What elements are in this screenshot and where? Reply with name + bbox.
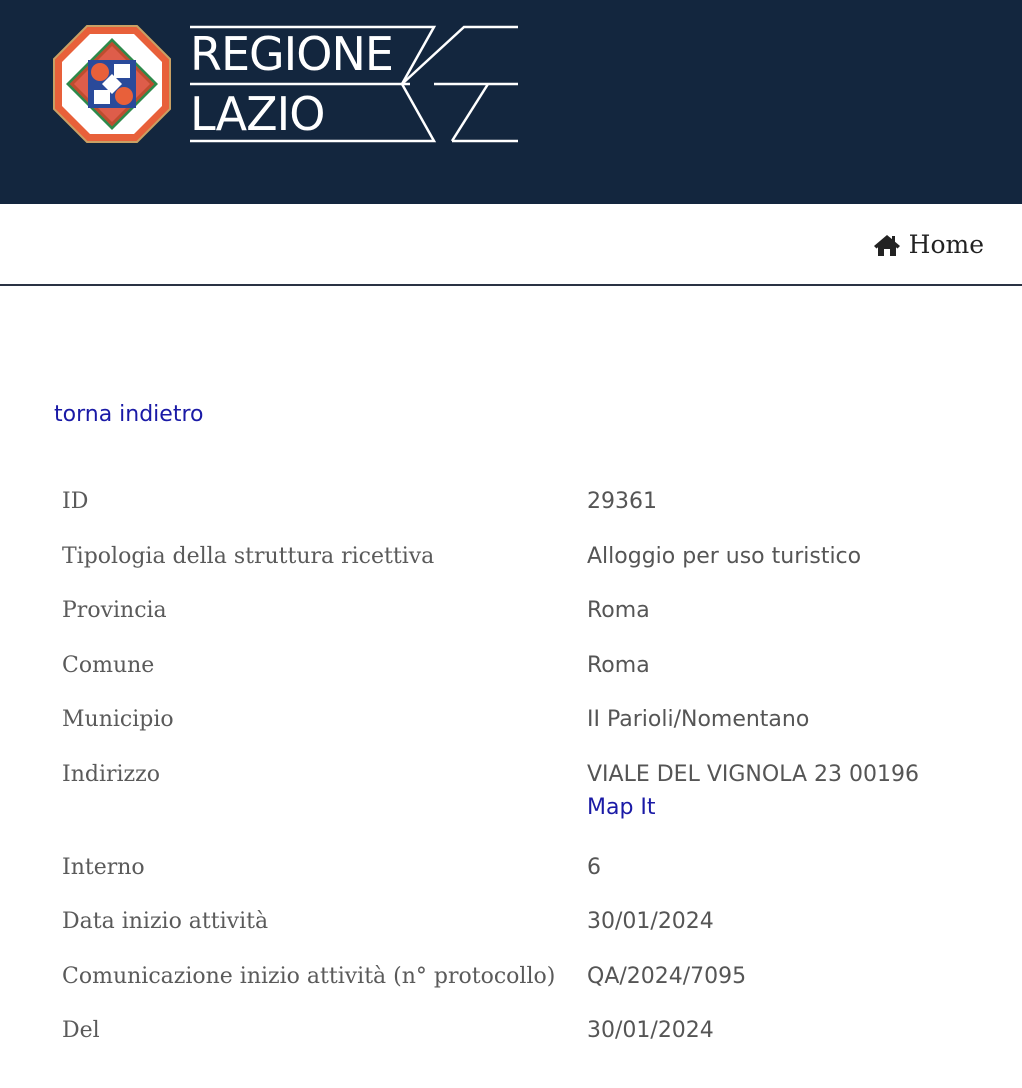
home-icon — [873, 233, 901, 257]
detail-value: II Parioli/Nomentano — [587, 707, 810, 732]
address-text: VIALE DEL VIGNOLA 23 00196 — [587, 761, 919, 787]
detail-label: ID — [62, 489, 89, 514]
detail-row-provincia — [62, 589, 962, 644]
logo-text-regione: REGIONE — [190, 27, 393, 81]
regione-lazio-emblem-icon[interactable] — [52, 24, 172, 144]
detail-row-data-inizio — [62, 900, 962, 955]
home-link[interactable] — [873, 230, 984, 259]
detail-label: Comune — [62, 652, 155, 678]
detail-row-municipio — [62, 698, 962, 753]
detail-value: 29361 — [587, 489, 657, 514]
site-header — [0, 0, 1022, 204]
detail-label: Tipologia della struttura ricettiva — [62, 543, 435, 569]
detail-label: Interno — [62, 854, 145, 880]
detail-value: Roma — [587, 652, 650, 678]
detail-row-comunicazione — [62, 955, 962, 1010]
detail-row-tipologia — [62, 535, 962, 590]
detail-label: Data inizio attività — [62, 909, 269, 934]
detail-label: Indirizzo — [62, 761, 160, 787]
detail-label: Municipio — [62, 707, 174, 732]
detail-value: Roma — [587, 598, 650, 623]
detail-row-interno — [62, 846, 962, 901]
detail-label: Provincia — [62, 598, 167, 623]
detail-row-id — [62, 480, 962, 535]
detail-value: QA/2024/7095 — [587, 963, 747, 989]
logo-text-lazio: LAZIO — [190, 87, 325, 141]
detail-value: 30/01/2024 — [587, 909, 714, 934]
detail-row-del — [62, 1009, 962, 1064]
detail-value: Alloggio per uso turistico — [587, 543, 862, 569]
detail-label: Del — [62, 1018, 100, 1043]
detail-value: 30/01/2024 — [587, 1018, 714, 1043]
detail-table — [62, 480, 962, 1064]
home-label: Home — [908, 230, 984, 259]
detail-value: 6 — [587, 854, 601, 880]
nav-bar — [0, 204, 1022, 286]
detail-value-address — [587, 753, 962, 825]
map-it-link[interactable]: Map It — [587, 794, 656, 820]
detail-label: Comunicazione inizio attività (n° protocollo) — [62, 963, 556, 989]
back-link[interactable]: torna indietro — [54, 402, 204, 427]
detail-row-comune — [62, 644, 962, 699]
detail-row-indirizzo — [62, 753, 962, 846]
